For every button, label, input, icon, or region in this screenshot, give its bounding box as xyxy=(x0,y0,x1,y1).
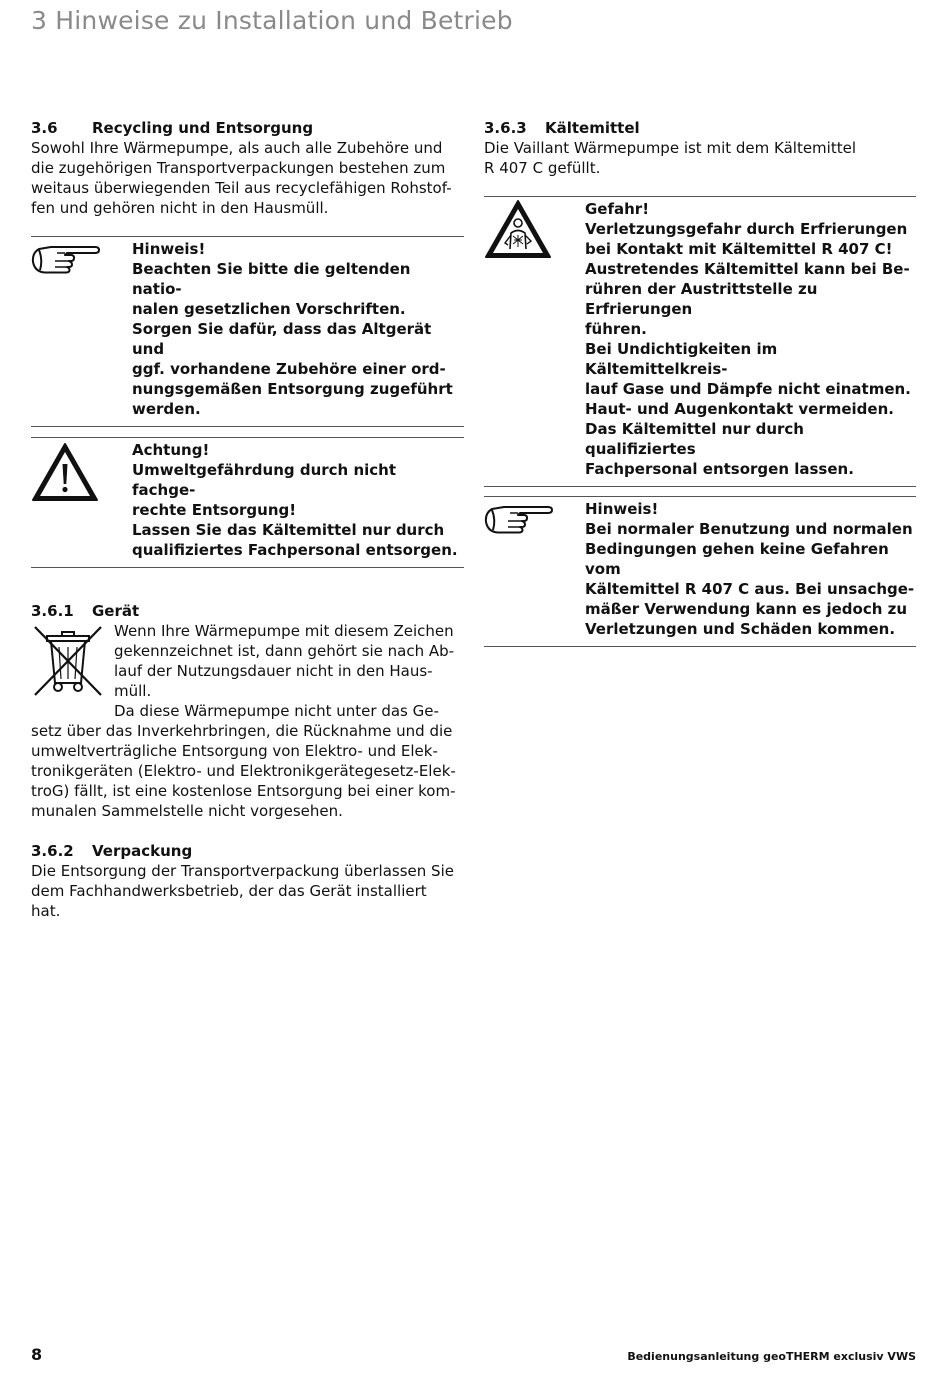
notice-line: Bedingungen gehen keine Gefahren vom xyxy=(585,540,889,578)
notice-line: Haut- und Augenkontakt vermeiden. xyxy=(585,400,894,418)
notice-line: Beachten Sie bitte die geltenden natio- xyxy=(132,260,411,298)
section-3-6-3-line: Die Vaillant Wärmepumpe ist mit dem Kältemittel xyxy=(484,139,856,157)
section-3-6-3-heading: 3.6.3 Kältemittel xyxy=(484,119,640,137)
notice-line: Bei Undichtigkeiten im Kältemittelkreis- xyxy=(585,340,778,378)
hinweis-notice-disposal xyxy=(31,236,464,427)
left-column xyxy=(31,118,464,921)
pointing-hand-icon xyxy=(31,241,101,279)
document-title: Bedienungsanleitung geoTHERM exclusiv VWS xyxy=(627,1350,916,1363)
hinweis-label: Hinweis! xyxy=(132,240,206,258)
frostbite-hazard-icon xyxy=(484,199,552,263)
warning-triangle-icon xyxy=(31,442,99,506)
notice-line: Verletzungen und Schäden kommen. xyxy=(585,620,896,638)
right-column xyxy=(484,118,916,647)
notice-line: werden. xyxy=(132,400,201,418)
notice-line: Fachpersonal entsorgen lassen. xyxy=(585,460,854,478)
notice-line: qualifiziertes Fachpersonal entsorgen. xyxy=(132,541,458,559)
notice-line: Austretendes Kältemittel kann bei Be- xyxy=(585,260,910,278)
notice-line: Das Kältemittel nur durch qualifiziertes xyxy=(585,420,804,458)
section-3-6-1-line: Wenn Ihre Wärmepumpe mit diesem Zeichen xyxy=(114,622,454,640)
notice-line: Bei normaler Benutzung und normalen xyxy=(585,520,913,538)
section-3-6-1-line: gekennzeichnet ist, dann gehört sie nach Ab- xyxy=(114,642,455,660)
notice-line: Lassen Sie das Kältemittel nur durch xyxy=(132,521,445,539)
section-3-6-line: weitaus überwiegenden Teil aus recyclefähigen Rohstof- xyxy=(31,179,452,197)
crossed-out-bin-icon xyxy=(31,623,105,703)
section-3-6-1-line: munalen Sammelstelle nicht vorgesehen. xyxy=(31,802,343,820)
section-3-6-3 xyxy=(484,118,916,178)
notice-line: mäßer Verwendung kann es jedoch zu xyxy=(585,600,908,618)
section-3-6-heading: 3.6 Recycling und Entsorgung xyxy=(31,119,314,137)
section-3-6-1-line: tronikgeräten (Elektro- und Elektronikgerätegesetz-Elek- xyxy=(31,762,456,780)
achtung-notice xyxy=(31,437,464,568)
section-3-6-1-line: müll. xyxy=(114,682,152,700)
hinweis-label: Hinweis! xyxy=(585,500,659,518)
notice-line: Kältemittel R 407 C aus. Bei unsachge- xyxy=(585,580,915,598)
section-3-6-1-line: umweltverträgliche Entsorgung von Elektro- und Elek- xyxy=(31,742,438,760)
section-3-6-line: fen und gehören nicht in den Hausmüll. xyxy=(31,199,329,217)
pointing-hand-icon xyxy=(484,501,554,539)
notice-line: Umweltgefährdung durch nicht fachge- xyxy=(132,461,397,499)
section-3-6-2-heading: 3.6.2 Verpackung xyxy=(31,842,193,860)
notice-line: führen. xyxy=(585,320,647,338)
section-3-6-2 xyxy=(31,841,464,921)
section-3-6-2-line: Die Entsorgung der Transportverpackung überlassen Sie xyxy=(31,862,454,880)
section-3-6-1-line: setz über das Inverkehrbringen, die Rücknahme und die xyxy=(31,722,453,740)
achtung-label: Achtung! xyxy=(132,441,210,459)
section-3-6-1-line: lauf der Nutzungsdauer nicht in den Haus- xyxy=(114,662,433,680)
section-3-6-1-heading: 3.6.1 Gerät xyxy=(31,602,140,620)
gefahr-label: Gefahr! xyxy=(585,200,650,218)
section-3-6-1-line: troG) fällt, ist eine kostenlose Entsorgung bei einer kom- xyxy=(31,782,456,800)
notice-line: rühren der Austrittstelle zu Erfrierungen xyxy=(585,280,818,318)
chapter-title: 3 Hinweise zu Installation und Betrieb xyxy=(31,6,513,35)
section-3-6-2-line: hat. xyxy=(31,902,61,920)
notice-line: bei Kontakt mit Kältemittel R 407 C! xyxy=(585,240,893,258)
section-3-6-2-line: dem Fachhandwerksbetrieb, der das Gerät installiert xyxy=(31,882,427,900)
page-number: 8 xyxy=(31,1345,43,1364)
notice-line: nalen gesetzlichen Vorschriften. xyxy=(132,300,406,318)
section-3-6-line: Sowohl Ihre Wärmepumpe, als auch alle Zubehöre und xyxy=(31,139,443,157)
notice-line: rechte Entsorgung! xyxy=(132,501,297,519)
notice-line: nungsgemäßen Entsorgung zugeführt xyxy=(132,380,453,398)
section-3-6-3-line: R 407 C gefüllt. xyxy=(484,159,601,177)
section-3-6-line: die zugehörigen Transportverpackungen bestehen zum xyxy=(31,159,446,177)
hinweis-notice-refrigerant xyxy=(484,496,916,647)
section-3-6-1-line: Da diese Wärmepumpe nicht unter das Ge- xyxy=(114,702,439,720)
notice-line: lauf Gase und Dämpfe nicht einatmen. xyxy=(585,380,911,398)
notice-line: Verletzungsgefahr durch Erfrierungen xyxy=(585,220,908,238)
notice-line: ggf. vorhandene Zubehöre einer ord- xyxy=(132,360,446,378)
section-3-6-1 xyxy=(31,601,464,821)
notice-line: Sorgen Sie dafür, dass das Altgerät und xyxy=(132,320,432,358)
gefahr-notice xyxy=(484,196,916,487)
section-3-6 xyxy=(31,118,464,218)
